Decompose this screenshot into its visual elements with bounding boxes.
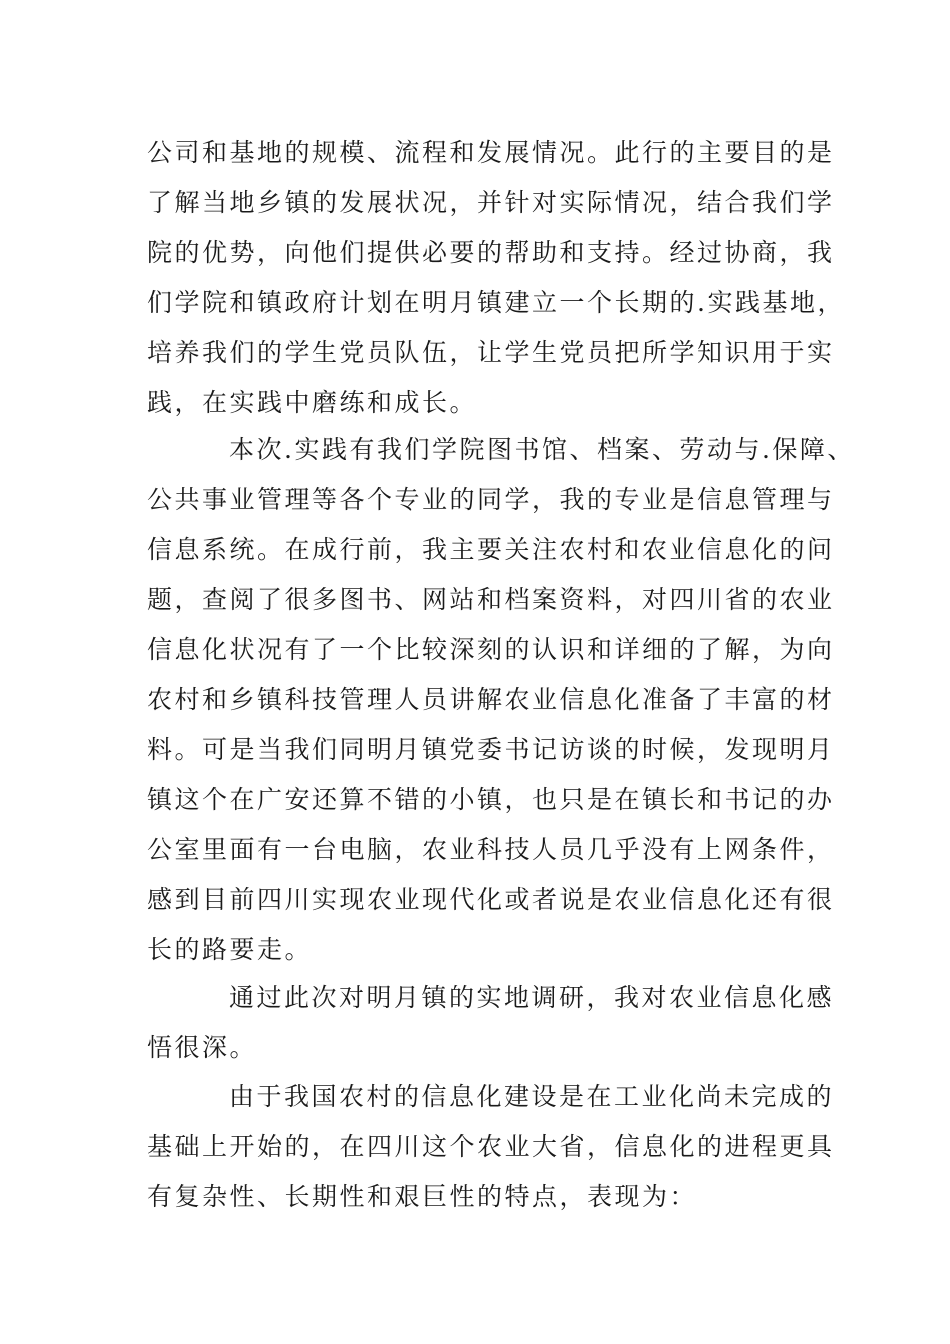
paragraph-4 bbox=[147, 1072, 835, 1222]
text-line: 通过此次对明月镇的实地调研，我对农业信息化感 bbox=[229, 983, 835, 1012]
text-line: 们学院和镇政府计划在明月镇建立一个长期的.实践基地， bbox=[147, 288, 845, 317]
paragraph-2 bbox=[147, 425, 855, 975]
text-line: 信息化状况有了一个比较深刻的认识和详细的了解，为向 bbox=[147, 635, 835, 664]
text-line: 公共事业管理等各个专业的同学，我的专业是信息管理与 bbox=[147, 485, 835, 514]
text-line: 感到目前四川实现农业现代化或者说是农业信息化还有很 bbox=[147, 885, 835, 914]
text-line: 料。可是当我们同明月镇党委书记访谈的时候，发现明月 bbox=[147, 735, 835, 764]
text-line: 有复杂性、长期性和艰巨性的特点，表现为： bbox=[147, 1182, 698, 1211]
text-line: 公司和基地的规模、流程和发展情况。此行的主要目的是 bbox=[147, 138, 835, 167]
text-line: 院的优势，向他们提供必要的帮助和支持。经过协商，我 bbox=[147, 238, 835, 267]
paragraph-3 bbox=[147, 973, 835, 1073]
text-line: 基础上开始的，在四川这个农业大省，信息化的进程更具 bbox=[147, 1132, 835, 1161]
text-line: 长的路要走。 bbox=[147, 935, 313, 964]
text-line: 信息系统。在成行前，我主要关注农村和农业信息化的问 bbox=[147, 535, 835, 564]
paragraph-1 bbox=[147, 128, 845, 428]
text-line: 题，查阅了很多图书、网站和档案资料，对四川省的农业 bbox=[147, 585, 835, 614]
text-line: 本次.实践有我们学院图书馆、档案、劳动与.保障、 bbox=[229, 435, 855, 464]
text-line: 了解当地乡镇的发展状况，并针对实际情况，结合我们学 bbox=[147, 188, 835, 217]
text-line: 镇这个在广安还算不错的小镇，也只是在镇长和书记的办 bbox=[147, 785, 835, 814]
text-line: 公室里面有一台电脑，农业科技人员几乎没有上网条件， bbox=[147, 835, 835, 864]
text-line: 由于我国农村的信息化建设是在工业化尚未完成的 bbox=[229, 1082, 835, 1111]
text-line: 践，在实践中磨练和成长。 bbox=[147, 388, 478, 417]
text-line: 培养我们的学生党员队伍，让学生党员把所学知识用于实 bbox=[147, 338, 835, 367]
text-line: 农村和乡镇科技管理人员讲解农业信息化准备了丰富的材 bbox=[147, 685, 835, 714]
text-line: 悟很深。 bbox=[147, 1033, 258, 1062]
